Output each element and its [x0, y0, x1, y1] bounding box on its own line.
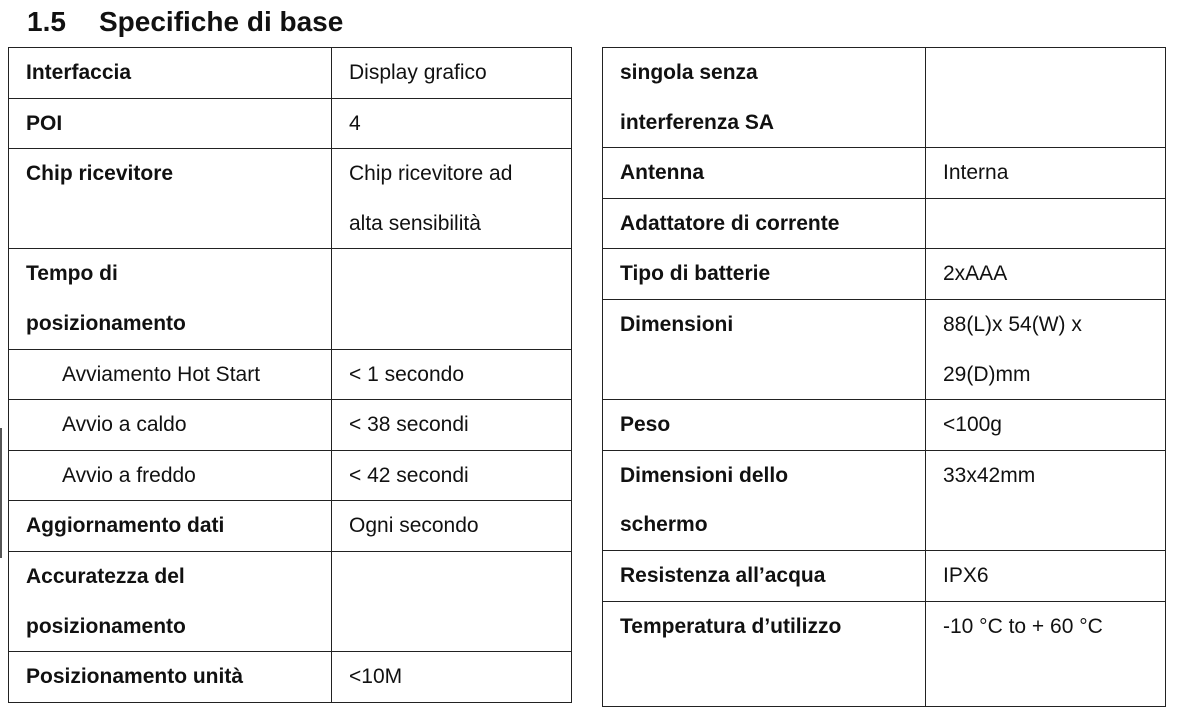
value-cell: 33x42mm [926, 450, 1166, 550]
label-cell [9, 249, 332, 349]
table-row [9, 501, 572, 552]
table-row [603, 450, 1166, 550]
table-row [603, 198, 1166, 249]
value-cell: 2xAAA [926, 249, 1166, 300]
table-row [9, 98, 572, 149]
value-cell: IPX6 [926, 550, 1166, 601]
label-cell: Tipo di batterie [603, 249, 926, 300]
label-cell [9, 551, 332, 651]
label-cell: Aggiornamento dati [9, 501, 332, 552]
table-row [9, 349, 572, 400]
label-cell [603, 48, 926, 148]
section-number: 1.5 [27, 6, 66, 37]
label-cell: Adattatore di corrente [603, 198, 926, 249]
value-cell: Display grafico [332, 48, 572, 99]
label-line: Accuratezza del [26, 564, 185, 588]
label-line: Dimensioni dello [620, 463, 789, 487]
table-row [9, 149, 572, 249]
label-line: interferenza SA [620, 110, 775, 134]
sublabel-cell: Avvio a caldo [9, 400, 332, 451]
specs-table-left [8, 47, 572, 703]
value-line: 88(L)x 54(W) x [943, 312, 1082, 336]
label-cell: Antenna [603, 148, 926, 199]
label-line: singola senza [620, 61, 758, 84]
label-cell: Resistenza all’acqua [603, 550, 926, 601]
table-row [603, 249, 1166, 300]
value-cell: 4 [332, 98, 572, 149]
section-heading [27, 2, 343, 42]
label-line: Tempo di [26, 262, 118, 286]
value-cell: < 1 secondo [332, 349, 572, 400]
value-cell: <10M [332, 652, 572, 703]
table-row [603, 148, 1166, 199]
table-row [603, 601, 1166, 706]
page-edge-mark [0, 428, 2, 558]
section-title: Specifiche di base [99, 6, 344, 37]
value-cell [926, 198, 1166, 249]
value-cell [926, 299, 1166, 399]
value-line: Chip ricevitore ad [349, 162, 513, 186]
table-row [9, 551, 572, 651]
label-cell: Peso [603, 400, 926, 451]
value-cell: Interna [926, 148, 1166, 199]
table-row [603, 400, 1166, 451]
value-cell [332, 551, 572, 651]
value-line: alta sensibilità [349, 211, 481, 235]
label-cell: Interfaccia [9, 48, 332, 99]
table-row [603, 550, 1166, 601]
sublabel-cell: Avvio a freddo [9, 450, 332, 501]
value-cell: <100g [926, 400, 1166, 451]
table-row [9, 249, 572, 349]
label-cell: Dimensioni [603, 299, 926, 399]
label-text: Chip ricevitore [26, 162, 174, 186]
value-line: 29(D)mm [943, 362, 1031, 386]
table-row [9, 652, 572, 703]
label-line: posizionamento [26, 311, 186, 335]
value-cell: Ogni secondo [332, 501, 572, 552]
table-row [9, 48, 572, 99]
label-cell: POI [9, 98, 332, 149]
table-row [603, 299, 1166, 399]
sublabel-cell: Avviamento Hot Start [9, 349, 332, 400]
table-row [9, 400, 572, 451]
value-cell [332, 249, 572, 349]
value-cell [332, 149, 572, 249]
value-cell [926, 48, 1166, 148]
value-cell: < 42 secondi [332, 450, 572, 501]
specs-table-right [602, 47, 1166, 707]
table-row [9, 450, 572, 501]
table-row [603, 48, 1166, 148]
value-cell: -10 °C to + 60 °C [926, 601, 1166, 706]
value-cell: < 38 secondi [332, 400, 572, 451]
label-line: schermo [620, 513, 708, 537]
label-line: posizionamento [26, 614, 186, 638]
label-cell [603, 450, 926, 550]
label-cell [9, 149, 332, 249]
label-cell: Posizionamento unità [9, 652, 332, 703]
label-cell: Temperatura d’utilizzo [603, 601, 926, 706]
